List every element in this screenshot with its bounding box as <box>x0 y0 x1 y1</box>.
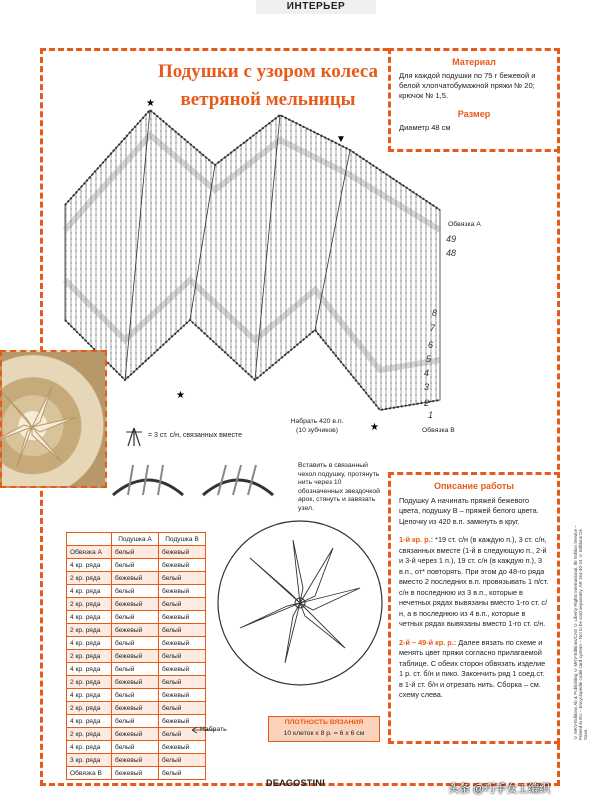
row-5-label: 5 <box>426 354 432 364</box>
row-8-label: 8 <box>432 308 438 318</box>
section-tab: ИНТЕРЬЕР <box>256 0 376 14</box>
row-3-label: 3 <box>424 382 430 392</box>
table-header <box>67 533 112 546</box>
table-cell: бежевый <box>159 637 206 650</box>
row2-label: 2-й – 49-й кр. р.: <box>399 637 457 647</box>
legend-text: = 3 ст. с/н, связанных вместе <box>148 432 242 439</box>
table-cell: бежевый <box>112 676 159 689</box>
table-row <box>67 598 206 611</box>
size-heading: Размер <box>457 109 491 119</box>
table-cell: белый <box>159 702 206 715</box>
table-cell: Обвязка В <box>67 767 112 780</box>
table-cell: 3 кр. ряда <box>67 754 112 767</box>
table-cell: белый <box>159 728 206 741</box>
table-cell: 2 кр. ряда <box>67 572 112 585</box>
table-row <box>67 689 206 702</box>
table-row <box>67 650 206 663</box>
table-row <box>67 676 206 689</box>
table-cell: 4 кр. ряда <box>67 637 112 650</box>
chain-note-line1: Набрать 420 в.п. <box>290 418 344 425</box>
table-row <box>67 702 206 715</box>
table-row <box>67 728 206 741</box>
row-6-label: 6 <box>428 340 434 350</box>
table-cell: бежевый <box>159 663 206 676</box>
table-row <box>67 611 206 624</box>
gauge-title: ПЛОТНОСТЬ ВЯЗАНИЯ <box>284 719 364 726</box>
table-cell: Обвязка А <box>67 546 112 559</box>
row-49-label: 49 <box>446 234 457 244</box>
table-row <box>67 572 206 585</box>
table-cell: бежевый <box>112 598 159 611</box>
table-cell: бежевый <box>159 715 206 728</box>
work-row1 <box>399 535 549 630</box>
table-cell: 4 кр. ряда <box>67 611 112 624</box>
row2-text: Далее вязать по схеме и менять цвет пряжи согласно прилагаемой таблице. С обеих сторон обвязать изделие 1 р. ст. б/н и пико. Закончить ряд 1 соед.ст. в 1-й ст. б/н и отрезать нить. Сборка – см. схему слева. <box>399 637 546 699</box>
gauge-box <box>268 716 380 742</box>
binding-a-label: Обвязка А <box>448 221 481 228</box>
table-row <box>67 624 206 637</box>
three-dc-together-icon <box>124 426 144 448</box>
row-1-label: 1 <box>428 410 434 420</box>
table-row <box>67 546 206 559</box>
table-cell: белый <box>112 689 159 702</box>
table-row <box>67 767 206 780</box>
work-heading: Описание работы <box>434 481 514 491</box>
assembly-circle-diagram <box>215 518 385 688</box>
table-cell: 2 кр. ряда <box>67 598 112 611</box>
assembly-note: Вставить в связанный чехол подушку, протянуть нить через 10 обозначенных звездочкой арок, стянуть и завязать узел. <box>298 462 380 512</box>
table-cell: 4 кр. ряда <box>67 663 112 676</box>
table-cell: 2 кр. ряда <box>67 702 112 715</box>
table-cell: бежевый <box>112 728 159 741</box>
work-row2 <box>399 638 549 701</box>
table-cell: бежевый <box>159 611 206 624</box>
table-cell: 4 кр. ряда <box>67 559 112 572</box>
table-cell: 4 кр. ряда <box>67 585 112 598</box>
size-text: Диаметр 48 см <box>399 123 451 132</box>
table-cell: бежевый <box>112 702 159 715</box>
table-cell: бежевый <box>159 689 206 702</box>
table-cell: белый <box>112 585 159 598</box>
table-cell: 2 кр. ряда <box>67 728 112 741</box>
table-cell: белый <box>159 624 206 637</box>
table-cell: белый <box>112 741 159 754</box>
table-row <box>67 585 206 598</box>
table-cell: белый <box>159 598 206 611</box>
row1-text: *19 ст. с/н (в каждую п.), 3 ст. с/н, связанных вместе (1-й в следующую п., 2-й и 3-й через 1 п.), 19 ст. с/н (в каждую п.), 3 в.п., от* повторять. При этом до 48-го ряда вместо 2 последних в.п. провязывать 1 п/ст. с/н в последнюю из 3 в.п., которые в нечетных рядах вывязаны вместо 1-го ст. с/н, а в последнюю из 4 в.п., которые в четных рядах вывязаны вместо 1-го ст. с/н. <box>399 535 549 628</box>
table-cell: белый <box>112 715 159 728</box>
watermark: 头条 @巧手女工编织 <box>448 783 551 795</box>
table-arrow-label: Набрать <box>200 726 227 733</box>
work-description-box <box>388 472 560 744</box>
table-cell: белый <box>112 559 159 572</box>
side-copyright: © MKV-Editions Ab & Publishing © MKV-Editions/CAS © Liberty Rights International. Ihr Edition Service – Printed in EU – Encyclopédie codel card system – Not to be sold separately. AR 164-40-24 © Editions De Saxe. <box>573 525 588 740</box>
table-cell: 4 кр. ряда <box>67 715 112 728</box>
pillow-photo <box>0 350 107 488</box>
table-cell: бежевый <box>112 650 159 663</box>
material-heading: Материал <box>452 57 496 67</box>
row1-label: 1-й кр. р.: <box>399 535 434 544</box>
star-marker-icon: ★ <box>146 98 155 109</box>
table-cell: белый <box>112 637 159 650</box>
table-cell: 4 кр. ряда <box>67 689 112 702</box>
table-cell: белый <box>159 767 206 780</box>
table-row <box>67 559 206 572</box>
table-header: Подушка В <box>159 533 206 546</box>
table-row <box>67 663 206 676</box>
material-text: Для каждой подушки по 75 г бежевой и белой хлопчатобумажной пряжи № 20; крючок № 1,5. <box>399 71 536 100</box>
table-cell: бежевый <box>159 546 206 559</box>
chain-note-line2: (10 зубчиков) <box>296 426 338 434</box>
row-2-label: 2 <box>424 398 430 408</box>
table-row <box>67 637 206 650</box>
row-4-label: 4 <box>424 368 430 378</box>
star-marker-icon: ★ <box>370 422 379 433</box>
table-cell: бежевый <box>159 741 206 754</box>
row-7-label: 7 <box>430 323 436 333</box>
material-box <box>388 48 560 152</box>
table-cell: бежевый <box>112 754 159 767</box>
table-cell: 2 кр. ряда <box>67 676 112 689</box>
table-header: Подушка А <box>112 533 159 546</box>
table-row <box>67 754 206 767</box>
table-cell: белый <box>112 546 159 559</box>
table-cell: бежевый <box>159 559 206 572</box>
table-cell: белый <box>159 676 206 689</box>
table-header-row <box>67 533 206 546</box>
publisher-logo: DEAGOSTINI <box>266 778 326 788</box>
table-cell: 2 кр. ряда <box>67 624 112 637</box>
table-cell: 2 кр. ряда <box>67 650 112 663</box>
table-cell: бежевый <box>159 585 206 598</box>
title-line2: ветряной мельницы <box>180 89 356 110</box>
table-row <box>67 715 206 728</box>
binding-b-label: Обвязка В <box>422 427 455 434</box>
table-row <box>67 741 206 754</box>
pinwheel-photo-icon <box>2 352 105 486</box>
table-cell: 4 кр. ряда <box>67 741 112 754</box>
table-cell: белый <box>112 663 159 676</box>
gauge-text: 10 клеток x 8 р. = 6 x 6 см <box>283 730 365 737</box>
table-cell: белый <box>112 611 159 624</box>
table-cell: белый <box>159 572 206 585</box>
table-cell: белый <box>159 650 206 663</box>
work-intro: Подушку А начинать пряжей бежевого цвета, подушку В – пряжей белого цвета. Цепочку из 420 в.п. замкнуть в круг. <box>399 495 539 526</box>
color-table <box>66 532 206 780</box>
table-cell: бежевый <box>112 624 159 637</box>
table-cell: белый <box>159 754 206 767</box>
table-cell: бежевый <box>112 572 159 585</box>
row-48-label: 48 <box>446 248 457 258</box>
page-title <box>148 58 388 114</box>
chain-note <box>282 418 352 435</box>
star-marker-icon: ▼ <box>336 134 346 145</box>
stitch-illustration <box>108 455 278 505</box>
title-line1: Подушки с узором колеса <box>157 61 379 82</box>
star-marker-icon: ★ <box>176 390 185 401</box>
table-cell: бежевый <box>112 767 159 780</box>
